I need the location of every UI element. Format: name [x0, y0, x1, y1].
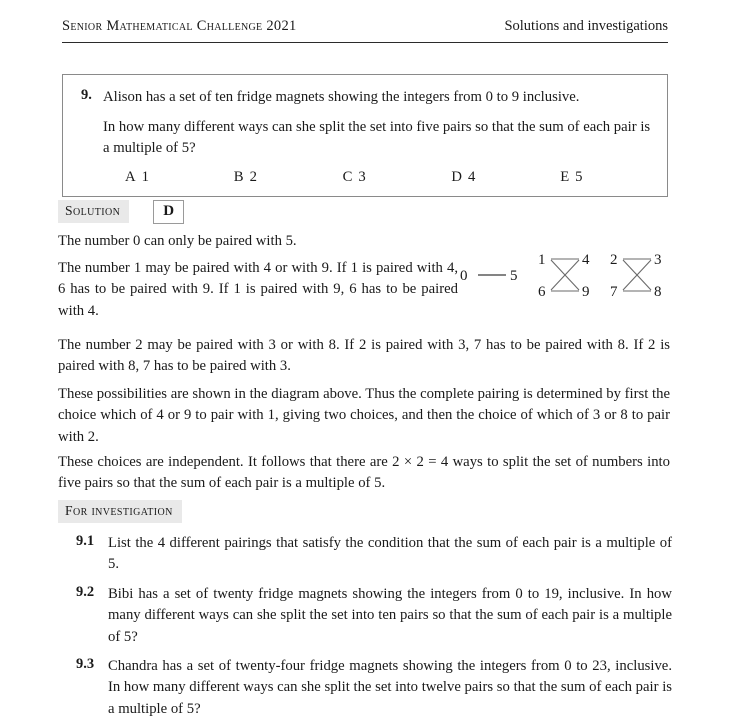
solution-paragraph-1: The number 0 can only be paired with 5. [58, 233, 297, 249]
investigation-item-1 [76, 533, 672, 576]
question-first-line [77, 87, 653, 108]
pairing-diagram-svg [458, 246, 670, 304]
investigation-item-3-number: 9.3 [76, 656, 95, 672]
solution-paragraph-2: The number 1 may be paired with 4 or with 9. If 1 is paired with 4, 6 has to be paired with 9. If 1 is paired with 9, 6 has to be paired with 4. [58, 260, 458, 319]
investigation-label: For investigation [58, 500, 182, 523]
solution-answer-badge: D [153, 200, 184, 224]
option-letter-b: B [233, 168, 244, 185]
option-value-c: 3 [358, 168, 366, 185]
solution-paragraph-4: These possibilities are shown in the diagram above. Thus the complete pairing is determined by first the choice which of 4 or 9 to pair with 1, giving two choices, and then the choice of which of 3 or 8 to pair with 2. [58, 386, 670, 445]
answer-option-c[interactable] [321, 169, 430, 186]
investigation-item-2-number: 9.2 [76, 584, 95, 600]
header-divider [62, 42, 668, 43]
diagram-node-3: 3 [654, 252, 662, 268]
diagram-node-5: 5 [510, 268, 518, 284]
investigation-header [58, 500, 182, 523]
investigation-item-2 [76, 584, 672, 648]
answer-option-e[interactable] [538, 169, 647, 186]
solution-paragraph-3: The number 2 may be paired with 3 or with 8. If 2 is paired with 3, 7 has to be paired with 8. If 2 is paired with 8, 7 has to be paired with 3. [58, 337, 670, 375]
pairing-diagram [458, 246, 670, 304]
option-value-e: 5 [575, 168, 583, 185]
page-header [62, 18, 668, 35]
investigation-item-1-number: 9.1 [76, 533, 95, 549]
option-value-d: 4 [468, 168, 476, 185]
diagram-node-0: 0 [460, 268, 468, 284]
question-line-2: In how many different ways can she split the set into five pairs so that the sum of each pair is a multiple of 5? [103, 118, 651, 156]
diagram-node-9: 9 [582, 284, 590, 300]
diagram-node-7: 7 [610, 284, 618, 300]
answer-options [103, 169, 647, 186]
diagram-node-2: 2 [610, 252, 618, 268]
solution-header [58, 200, 184, 224]
solution-paragraph-5: These choices are independent. It follows that there are 2 × 2 = 4 ways to split the set of numbers into five pairs so that the sum of each pair is a multiple of 5. [58, 454, 670, 492]
diagram-node-4: 4 [582, 252, 590, 268]
question-box [62, 74, 668, 197]
option-letter-c: C [342, 168, 353, 185]
diagram-node-8: 8 [654, 284, 662, 300]
option-letter-a: A [125, 168, 136, 185]
investigation-item-1-text: List the 4 different pairings that satisfy the condition that the sum of each pair is a multiple of 5. [108, 535, 672, 573]
diagram-node-6: 6 [538, 284, 546, 300]
solution-label: Solution [58, 200, 129, 223]
answer-option-b[interactable] [212, 169, 321, 186]
header-right-title: Solutions and investigations [504, 18, 668, 34]
investigation-item-2-text: Bibi has a set of twenty fridge magnets showing the integers from 0 to 19, inclusive. In how many different ways can she split the set into ten pairs so that the sum of each pair is a multiple of 5? [108, 586, 672, 645]
investigation-item-3 [76, 656, 672, 720]
answer-option-a[interactable] [103, 169, 212, 186]
option-letter-e: E [560, 168, 570, 185]
question-number: 9. [81, 87, 92, 103]
diagram-node-1: 1 [538, 252, 546, 268]
investigation-item-3-text: Chandra has a set of twenty-four fridge magnets showing the integers from 0 to 23, inclusive. In how many different ways can she split the set into twelve pairs so that the sum of each pair is a multiple of 5? [108, 658, 672, 717]
header-left-title: Senior Mathematical Challenge 2021 [62, 18, 297, 34]
option-value-b: 2 [249, 168, 257, 185]
answer-option-d[interactable] [429, 169, 538, 186]
question-line-1: Alison has a set of ten fridge magnets showing the integers from 0 to 9 inclusive. [103, 89, 580, 105]
option-letter-d: D [451, 168, 462, 185]
option-value-a: 1 [141, 168, 149, 185]
